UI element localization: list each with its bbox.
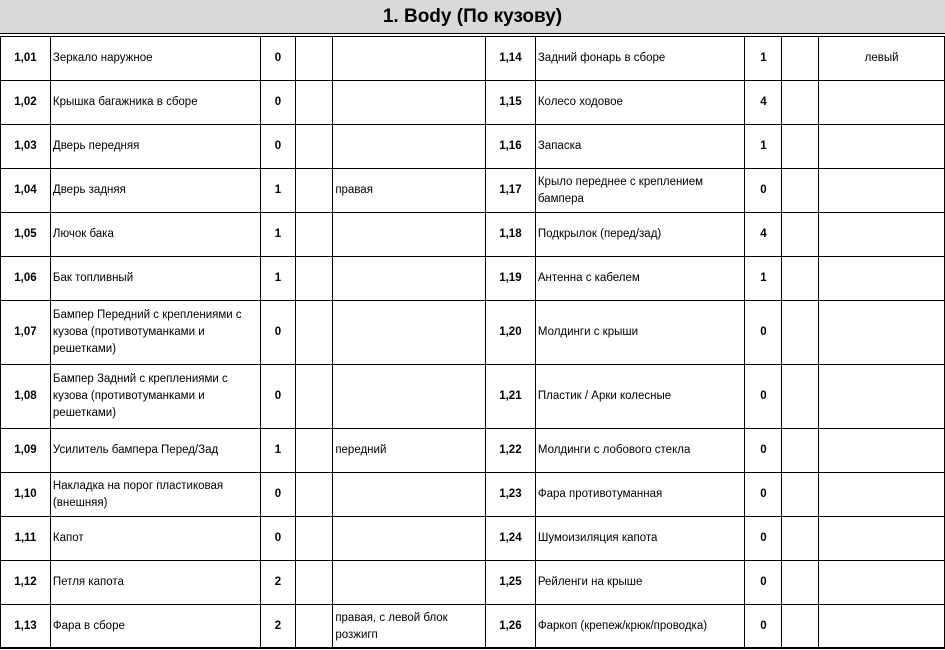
part-quantity-cell[interactable]: 2: [260, 561, 296, 605]
part-extra-cell[interactable]: [782, 169, 819, 213]
part-number-cell[interactable]: 1,10: [1, 473, 51, 517]
part-name-cell[interactable]: Подкрылок (перед/зад): [535, 213, 745, 257]
table-row: [1, 365, 945, 429]
part-note-cell[interactable]: [819, 473, 945, 517]
table-row: [1, 37, 945, 81]
part-quantity-cell[interactable]: 0: [260, 301, 296, 365]
part-number-cell[interactable]: 1,09: [1, 429, 51, 473]
part-quantity-cell[interactable]: 0: [260, 81, 296, 125]
part-note-cell[interactable]: [333, 213, 486, 257]
part-note-cell[interactable]: [819, 365, 945, 429]
part-extra-cell[interactable]: [782, 561, 819, 605]
part-name-cell[interactable]: Дверь задняя: [50, 169, 260, 213]
part-name-cell[interactable]: Пластик / Арки колесные: [535, 365, 745, 429]
part-name-cell[interactable]: Дверь передняя: [50, 125, 260, 169]
part-quantity-cell[interactable]: 0: [745, 365, 782, 429]
part-number-cell[interactable]: 1,01: [1, 37, 51, 81]
part-number-cell[interactable]: 1,12: [1, 561, 51, 605]
part-name-cell[interactable]: Бампер Передний с креплениями с кузова (противотуманками и решетками): [50, 301, 260, 365]
part-name-cell[interactable]: Антенна с кабелем: [535, 257, 745, 301]
part-number-cell[interactable]: 1,24: [485, 517, 535, 561]
table-row: [1, 473, 945, 517]
table-row: [1, 561, 945, 605]
part-quantity-cell[interactable]: 1: [260, 257, 296, 301]
part-number-cell[interactable]: 1,03: [1, 125, 51, 169]
part-quantity-cell[interactable]: 0: [260, 473, 296, 517]
table-bottom-border: [0, 647, 945, 648]
part-quantity-cell[interactable]: 0: [745, 301, 782, 365]
part-extra-cell[interactable]: [782, 125, 819, 169]
part-extra-cell[interactable]: [296, 81, 333, 125]
part-name-cell[interactable]: Петля капота: [50, 561, 260, 605]
part-number-cell[interactable]: 1,23: [485, 473, 535, 517]
part-extra-cell[interactable]: [296, 169, 333, 213]
part-quantity-cell[interactable]: 1: [260, 169, 296, 213]
part-extra-cell[interactable]: [782, 429, 819, 473]
part-note-cell[interactable]: [333, 473, 486, 517]
part-note-cell[interactable]: [819, 517, 945, 561]
part-name-cell[interactable]: Колесо ходовое: [535, 81, 745, 125]
table-row: [1, 301, 945, 365]
part-name-cell[interactable]: Бак топливный: [50, 257, 260, 301]
part-number-cell[interactable]: 1,26: [485, 605, 535, 649]
table-row: [1, 257, 945, 301]
part-extra-cell[interactable]: [296, 37, 333, 81]
part-note-cell[interactable]: [819, 301, 945, 365]
part-extra-cell[interactable]: [782, 365, 819, 429]
part-quantity-cell[interactable]: 0: [260, 37, 296, 81]
part-extra-cell[interactable]: [296, 473, 333, 517]
sheet-title-bar: [0, 0, 945, 34]
table-row: [1, 517, 945, 561]
part-quantity-cell[interactable]: 0: [745, 605, 782, 649]
part-quantity-cell[interactable]: 0: [260, 517, 296, 561]
part-quantity-cell[interactable]: 4: [745, 213, 782, 257]
part-extra-cell[interactable]: [782, 37, 819, 81]
part-name-cell[interactable]: Шумоизиляция капота: [535, 517, 745, 561]
part-quantity-cell[interactable]: 1: [260, 429, 296, 473]
part-number-cell[interactable]: 1,06: [1, 257, 51, 301]
part-name-cell[interactable]: Фара в сборе: [50, 605, 260, 649]
part-extra-cell[interactable]: [782, 213, 819, 257]
part-number-cell[interactable]: 1,18: [485, 213, 535, 257]
part-note-cell[interactable]: передний: [333, 429, 486, 473]
table-row: [1, 605, 945, 649]
part-name-cell[interactable]: Зеркало наружное: [50, 37, 260, 81]
table-row: [1, 125, 945, 169]
part-extra-cell[interactable]: [296, 561, 333, 605]
table-row: [1, 213, 945, 257]
part-note-cell[interactable]: [819, 169, 945, 213]
part-name-cell[interactable]: Крыло переднее с креплением бампера: [535, 169, 745, 213]
part-extra-cell[interactable]: [782, 517, 819, 561]
part-number-cell[interactable]: 1,15: [485, 81, 535, 125]
part-note-cell[interactable]: [819, 561, 945, 605]
part-number-cell[interactable]: 1,02: [1, 81, 51, 125]
part-number-cell[interactable]: 1,16: [485, 125, 535, 169]
part-quantity-cell[interactable]: 0: [260, 365, 296, 429]
part-name-cell[interactable]: Рейленги на крыше: [535, 561, 745, 605]
part-quantity-cell[interactable]: 0: [745, 517, 782, 561]
part-note-cell[interactable]: левый: [819, 37, 945, 81]
part-note-cell[interactable]: [819, 81, 945, 125]
part-number-cell[interactable]: 1,07: [1, 301, 51, 365]
part-note-cell[interactable]: [819, 605, 945, 649]
sheet-title: 1. Body (По кузову): [382, 5, 563, 27]
part-number-cell[interactable]: 1,22: [485, 429, 535, 473]
part-quantity-cell[interactable]: 0: [745, 169, 782, 213]
table-row: [1, 81, 945, 125]
part-number-cell[interactable]: 1,20: [485, 301, 535, 365]
part-name-cell[interactable]: Задний фонарь в сборе: [535, 37, 745, 81]
part-quantity-cell[interactable]: 0: [745, 473, 782, 517]
part-note-cell[interactable]: [333, 81, 486, 125]
part-extra-cell[interactable]: [296, 125, 333, 169]
part-note-cell[interactable]: [819, 257, 945, 301]
part-note-cell[interactable]: [333, 257, 486, 301]
part-note-cell[interactable]: [333, 301, 486, 365]
parts-table-body: [1, 37, 945, 649]
part-name-cell[interactable]: Бампер Задний с креплениями с кузова (противотуманками и решетками): [50, 365, 260, 429]
part-extra-cell[interactable]: [296, 605, 333, 649]
part-name-cell[interactable]: Капот: [50, 517, 260, 561]
part-name-cell[interactable]: Фаркоп (крепеж/крюк/проводка): [535, 605, 745, 649]
part-number-cell[interactable]: 1,19: [485, 257, 535, 301]
part-extra-cell[interactable]: [782, 301, 819, 365]
part-name-cell[interactable]: Крышка багажника в сборе: [50, 81, 260, 125]
part-note-cell[interactable]: [333, 37, 486, 81]
part-extra-cell[interactable]: [296, 365, 333, 429]
part-extra-cell[interactable]: [782, 473, 819, 517]
part-quantity-cell[interactable]: 4: [745, 81, 782, 125]
part-note-cell[interactable]: правая: [333, 169, 486, 213]
part-note-cell[interactable]: [819, 213, 945, 257]
part-extra-cell[interactable]: [782, 605, 819, 649]
part-extra-cell[interactable]: [782, 257, 819, 301]
part-extra-cell[interactable]: [296, 301, 333, 365]
part-note-cell[interactable]: [333, 365, 486, 429]
part-extra-cell[interactable]: [296, 517, 333, 561]
part-number-cell[interactable]: 1,08: [1, 365, 51, 429]
part-number-cell[interactable]: 1,21: [485, 365, 535, 429]
part-number-cell[interactable]: 1,25: [485, 561, 535, 605]
part-note-cell[interactable]: [333, 125, 486, 169]
part-quantity-cell[interactable]: 1: [260, 213, 296, 257]
table-row: [1, 169, 945, 213]
part-number-cell[interactable]: 1,13: [1, 605, 51, 649]
part-note-cell[interactable]: [819, 429, 945, 473]
part-name-cell[interactable]: Усилитель бампера Перед/Зад: [50, 429, 260, 473]
part-quantity-cell[interactable]: 2: [260, 605, 296, 649]
part-number-cell[interactable]: 1,17: [485, 169, 535, 213]
part-extra-cell[interactable]: [296, 429, 333, 473]
part-quantity-cell[interactable]: 1: [745, 125, 782, 169]
part-quantity-cell[interactable]: 0: [745, 429, 782, 473]
part-number-cell[interactable]: 1,11: [1, 517, 51, 561]
part-number-cell[interactable]: 1,05: [1, 213, 51, 257]
part-name-cell[interactable]: Лючок бака: [50, 213, 260, 257]
part-note-cell[interactable]: правая, с левой блок розжигп: [333, 605, 486, 649]
part-name-cell[interactable]: Запаска: [535, 125, 745, 169]
part-number-cell[interactable]: 1,14: [485, 37, 535, 81]
part-name-cell[interactable]: Молдинги с лобового стекла: [535, 429, 745, 473]
part-name-cell[interactable]: Накладка на порог пластиковая (внешняя): [50, 473, 260, 517]
table-row: [1, 429, 945, 473]
part-quantity-cell[interactable]: 1: [745, 257, 782, 301]
part-quantity-cell[interactable]: 1: [745, 37, 782, 81]
part-extra-cell[interactable]: [296, 257, 333, 301]
part-extra-cell[interactable]: [782, 81, 819, 125]
part-quantity-cell[interactable]: 0: [745, 561, 782, 605]
part-quantity-cell[interactable]: 0: [260, 125, 296, 169]
part-note-cell[interactable]: [333, 561, 486, 605]
part-name-cell[interactable]: Молдинги с крыши: [535, 301, 745, 365]
part-note-cell[interactable]: [333, 517, 486, 561]
part-number-cell[interactable]: 1,04: [1, 169, 51, 213]
part-extra-cell[interactable]: [296, 213, 333, 257]
part-note-cell[interactable]: [819, 125, 945, 169]
parts-table: [0, 36, 945, 649]
part-name-cell[interactable]: Фара противотуманная: [535, 473, 745, 517]
